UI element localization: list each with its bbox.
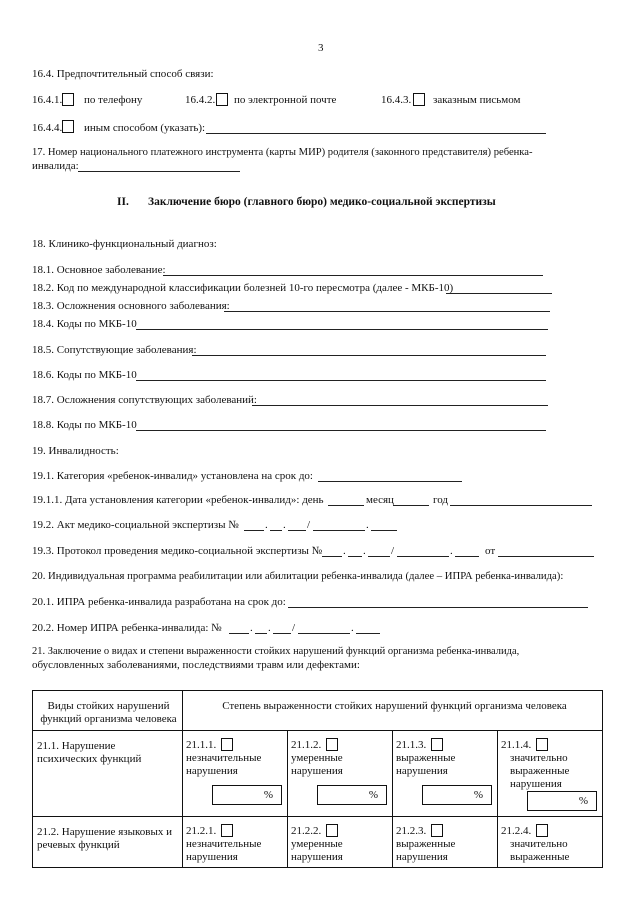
degree-checkbox-psychic-3[interactable] <box>431 738 443 751</box>
ipra-number-dot-1: . <box>250 622 253 634</box>
contact-other-checkbox[interactable] <box>62 120 74 133</box>
degree-num: 21.2.1. <box>186 825 217 837</box>
mse-protocol-field-2[interactable] <box>348 556 362 557</box>
category-date-label: 19.1.1. Дата установления категории «ребенок-инвалид»: день <box>32 494 324 506</box>
concomitant-icd10-field[interactable] <box>136 380 546 381</box>
ipra-term-field[interactable] <box>288 607 588 608</box>
percent-sign: % <box>473 789 483 801</box>
section-ii-title: Заключение бюро (главного бюро) медико-социальной экспертизы <box>148 196 496 208</box>
contact-phone-num: 16.4.1. <box>32 94 63 106</box>
ipra-number-slash: / <box>292 622 296 634</box>
ipra-number-field-2[interactable] <box>255 633 267 634</box>
mse-act-field-4[interactable] <box>313 530 365 531</box>
degree-cell <box>393 731 498 817</box>
ipra-number-field-1[interactable] <box>229 633 249 634</box>
contact-email-label: по электронной почте <box>234 94 337 106</box>
percent-sign: % <box>263 789 273 801</box>
table-head-types-text: Виды стойких нарушений функций организма человека <box>40 700 177 725</box>
table-head-degree <box>183 691 603 731</box>
ipra-number-dot-2: . <box>268 622 271 634</box>
concomitant-complications-field[interactable] <box>252 405 548 406</box>
degree-text: выраженные нарушения <box>396 838 456 863</box>
contact-mail-num: 16.4.3. <box>381 94 412 106</box>
degree-checkbox-speech-4[interactable] <box>536 824 548 837</box>
category-day-field[interactable] <box>328 505 364 506</box>
mse-protocol-dot-3: . <box>450 545 453 557</box>
mse-act-field-5[interactable] <box>371 530 397 531</box>
degree-cell <box>183 731 288 817</box>
icd10-code-label: 18.2. Код по международной классификации болезней 10-го пересмотра (далее - МКБ-10) <box>32 282 454 294</box>
mse-act-slash: / <box>307 519 311 531</box>
mse-protocol-label: 19.3. Протокол проведения медико-социальной экспертизы № <box>32 545 323 557</box>
degree-cell <box>183 817 288 868</box>
mse-act-label: 19.2. Акт медико-социальной экспертизы № <box>32 519 239 531</box>
mse-protocol-from-label: от <box>485 545 496 557</box>
table-head-types <box>33 691 183 731</box>
row-label-psychic: 21.1. Нарушение психических функций <box>37 740 142 765</box>
degree-text: незначительные нарушения <box>186 752 262 777</box>
mse-protocol-dot-2: . <box>363 545 366 557</box>
degree-checkbox-psychic-4[interactable] <box>536 738 548 751</box>
concomitant-field[interactable] <box>192 355 546 356</box>
concomitant-label: 18.5. Сопутствующие заболевания: <box>32 344 197 356</box>
contact-email-checkbox[interactable] <box>216 93 228 106</box>
contact-phone-label: по телефону <box>84 94 143 106</box>
mse-protocol-date-field[interactable] <box>498 556 594 557</box>
mse-protocol-dot-1: . <box>343 545 346 557</box>
section-ii-number: II. <box>117 196 129 208</box>
ipra-title: 20. Индивидуальная программа реабилитации или абилитации ребенка-инвалида (далее – ИПРА ребенка-инвалида): <box>32 570 564 582</box>
degree-num: 21.1.1. <box>186 739 217 751</box>
category-term-label: 19.1. Категория «ребенок-инвалид» установлена на срок до: <box>32 470 313 482</box>
card-number-text-1: 17. Номер национального платежного инструмента (карты МИР) родителя (законного представителя) ребенка- <box>32 147 533 158</box>
icd10-code-field[interactable] <box>446 293 552 294</box>
degree-checkbox-speech-1[interactable] <box>221 824 233 837</box>
contact-other-label: иным способом (указать): <box>84 122 206 134</box>
main-icd10-field[interactable] <box>136 329 548 330</box>
percent-sign: % <box>368 789 378 801</box>
card-number-text-2: инвалида: <box>32 160 79 172</box>
percent-sign: % <box>578 795 588 807</box>
table-row <box>33 731 603 817</box>
card-number-field[interactable] <box>78 171 240 172</box>
percent-field-psychic-3[interactable] <box>422 785 492 805</box>
contact-mail-label: заказным письмом <box>433 94 521 106</box>
mse-act-field-2[interactable] <box>270 530 282 531</box>
row-label-cell <box>33 731 183 817</box>
main-complications-field[interactable] <box>224 311 550 312</box>
table-row <box>33 817 603 868</box>
mse-act-dot-3: . <box>366 519 369 531</box>
mse-act-field-1[interactable] <box>244 530 264 531</box>
mse-act-dot-2: . <box>283 519 286 531</box>
main-disease-field[interactable] <box>163 275 543 276</box>
contact-phone-checkbox[interactable] <box>62 93 74 106</box>
degree-num: 21.2.4. <box>501 825 532 837</box>
ipra-number-field-3[interactable] <box>273 633 291 634</box>
degree-checkbox-speech-2[interactable] <box>326 824 338 837</box>
main-icd10-label: 18.4. Коды по МКБ-10 <box>32 318 137 330</box>
category-month-label: месяц <box>366 494 394 506</box>
contact-email-num: 16.4.2. <box>185 94 216 106</box>
ipra-number-field-5[interactable] <box>356 633 380 634</box>
contact-other-num: 16.4.4. <box>32 122 63 134</box>
row-label-cell <box>33 817 183 868</box>
degree-text: значительно выраженные <box>510 838 570 863</box>
degree-cell <box>498 817 603 868</box>
degree-num: 21.1.4. <box>501 739 532 751</box>
concomitant-icd10-label: 18.6. Коды по МКБ-10 <box>32 369 137 381</box>
category-year-field[interactable] <box>450 505 592 506</box>
main-disease-label: 18.1. Основное заболевание: <box>32 264 166 276</box>
mse-protocol-slash: / <box>391 545 395 557</box>
degree-checkbox-psychic-1[interactable] <box>221 738 233 751</box>
conclusion-text-2: обусловленных заболеваниями, последствиями травм или дефектами: <box>32 659 360 671</box>
degree-cell <box>393 817 498 868</box>
table-head-degree-text: Степень выраженности стойких нарушений функций организма человека <box>222 700 567 712</box>
conclusion-text-1: 21. Заключение о видах и степени выраженности стойких нарушений функций организма ребенка-инвалида, <box>32 646 520 657</box>
degree-text: значительно выраженные нарушения <box>510 752 570 790</box>
category-year-label: год <box>433 494 449 506</box>
contact-method-title: 16.4. Предпочтительный способ связи: <box>32 68 214 80</box>
degree-num: 21.1.2. <box>291 739 322 751</box>
ipra-number-field-4[interactable] <box>298 633 350 634</box>
concomitant-comp-icd10-field[interactable] <box>136 430 546 431</box>
mse-protocol-field-4[interactable] <box>397 556 449 557</box>
concomitant-complications-label: 18.7. Осложнения сопутствующих заболеваний: <box>32 394 257 406</box>
degree-cell <box>498 731 603 817</box>
page-number: 3 <box>318 42 324 54</box>
degree-num: 21.2.3. <box>396 825 427 837</box>
degree-num: 21.2.2. <box>291 825 322 837</box>
mse-act-field-3[interactable] <box>288 530 306 531</box>
ipra-number-label: 20.2. Номер ИПРА ребенка-инвалида: № <box>32 622 222 634</box>
category-month-field[interactable] <box>393 505 429 506</box>
percent-field-psychic-2[interactable] <box>317 785 387 805</box>
contact-mail-checkbox[interactable] <box>413 93 425 106</box>
mse-act-dot-1: . <box>265 519 268 531</box>
diagnosis-title: 18. Клинико-функциональный диагноз: <box>32 238 217 250</box>
degree-num: 21.1.3. <box>396 739 427 751</box>
degree-text: выраженные нарушения <box>396 752 456 777</box>
mse-protocol-field-1[interactable] <box>322 556 342 557</box>
degree-checkbox-speech-3[interactable] <box>431 824 443 837</box>
degree-checkbox-psychic-2[interactable] <box>326 738 338 751</box>
main-complications-label: 18.3. Осложнения основного заболевания: <box>32 300 230 312</box>
degree-cell <box>288 731 393 817</box>
mse-protocol-field-3[interactable] <box>368 556 390 557</box>
row-label-speech: 21.2. Нарушение языковых и речевых функций <box>37 826 172 851</box>
contact-other-field[interactable] <box>206 133 546 134</box>
mse-protocol-field-5[interactable] <box>455 556 479 557</box>
percent-field-psychic-1[interactable] <box>212 785 282 805</box>
ipra-number-dot-3: . <box>351 622 354 634</box>
degree-text: незначительные нарушения <box>186 838 262 863</box>
degree-text: умеренные нарушения <box>291 838 343 863</box>
impairment-table <box>32 690 603 868</box>
category-term-field[interactable] <box>318 481 462 482</box>
disability-title: 19. Инвалидность: <box>32 445 119 457</box>
degree-text: умеренные нарушения <box>291 752 343 777</box>
degree-cell <box>288 817 393 868</box>
ipra-term-label: 20.1. ИПРА ребенка-инвалида разработана на срок до: <box>32 596 286 608</box>
percent-field-psychic-4[interactable] <box>527 791 597 811</box>
concomitant-comp-icd10-label: 18.8. Коды по МКБ-10 <box>32 419 137 431</box>
